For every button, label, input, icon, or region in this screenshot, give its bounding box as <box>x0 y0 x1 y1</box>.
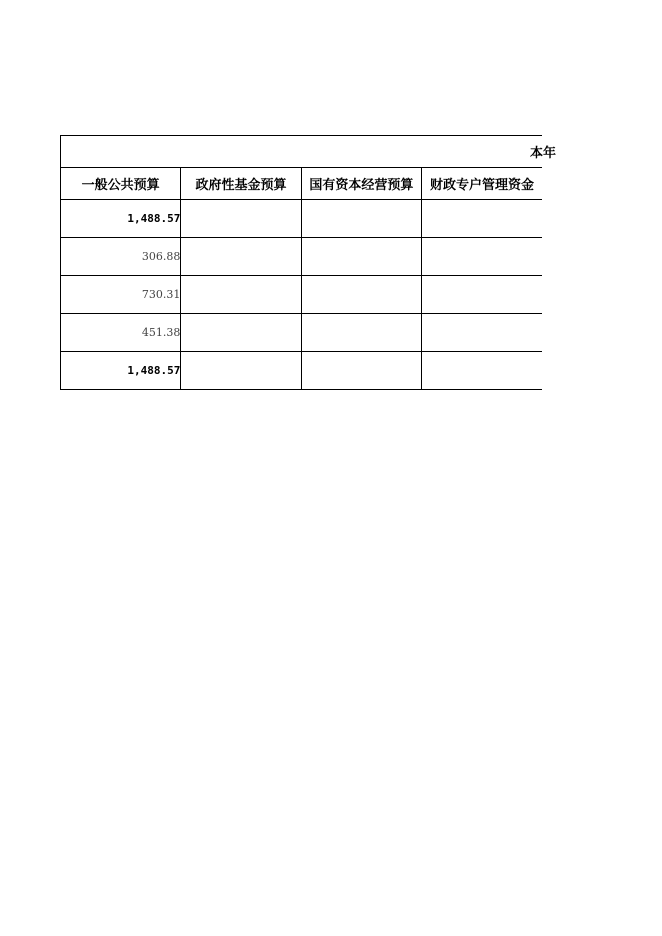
cell-special-account <box>422 314 542 352</box>
table-title-cell <box>61 136 556 168</box>
table-title-row <box>61 136 543 168</box>
header-state-capital-budget: 国有资本经营预算 <box>301 168 421 200</box>
cell-general-budget: 1,488.57 <box>61 352 181 390</box>
header-general-public-budget: 一般公共预算 <box>61 168 181 200</box>
budget-table-region <box>60 135 556 390</box>
cell-fund-budget <box>181 200 301 238</box>
cell-fund-budget <box>181 238 301 276</box>
table-header-row <box>61 168 543 200</box>
cell-capital-budget <box>301 314 421 352</box>
cell-capital-budget <box>301 238 421 276</box>
cell-special-account <box>422 238 542 276</box>
cell-general-budget: 451.38 <box>61 314 181 352</box>
cell-general-budget: 1,488.57 <box>61 200 181 238</box>
cell-capital-budget <box>301 200 421 238</box>
cell-general-budget: 306.88 <box>61 238 181 276</box>
cell-special-account <box>422 276 542 314</box>
table-row <box>61 314 543 352</box>
cell-capital-budget <box>301 352 421 390</box>
table-row <box>61 352 543 390</box>
table-row <box>61 200 543 238</box>
table-title: 本年 <box>529 146 556 161</box>
header-fiscal-special-account: 财政专户管理资金 <box>422 168 542 200</box>
header-government-fund-budget: 政府性基金预算 <box>181 168 301 200</box>
cell-special-account <box>422 200 542 238</box>
table-row <box>61 238 543 276</box>
cell-fund-budget <box>181 352 301 390</box>
cell-fund-budget <box>181 314 301 352</box>
table-row <box>61 276 543 314</box>
cell-capital-budget <box>301 276 421 314</box>
cell-general-budget: 730.31 <box>61 276 181 314</box>
cell-fund-budget <box>181 276 301 314</box>
cell-special-account <box>422 352 542 390</box>
budget-table <box>60 135 556 390</box>
